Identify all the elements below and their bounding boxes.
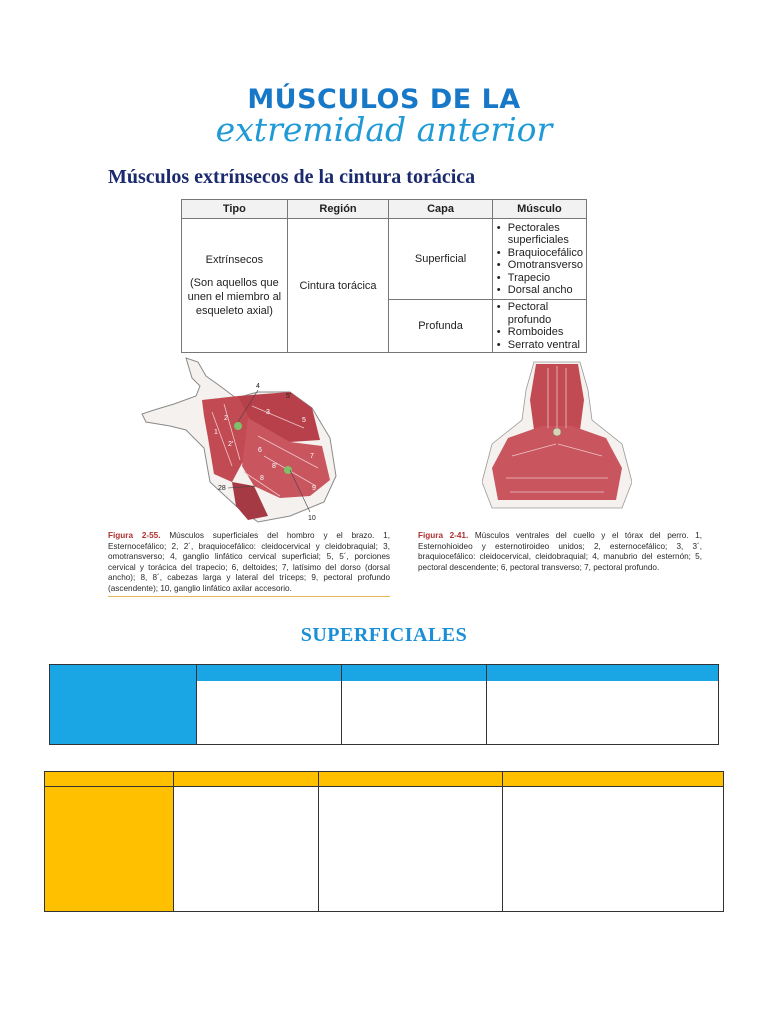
yellow-header-bar [45,772,723,787]
tipo-description: (Son aquellos que unen el miembro al esqueleto axial) [187,277,282,317]
table-cell [318,772,319,911]
ventral-pectoral-muscles [492,426,622,500]
figure-label: 4 [256,383,260,390]
table-cell [502,772,503,911]
header-region: Región [287,200,389,219]
figure-label: 28 [218,485,226,492]
section-title: Músculos extrínsecos de la cintura torácica [108,166,476,188]
list-item: • Dorsal ancho [497,284,583,297]
region-cell: Cintura torácica [287,219,389,353]
caption-text: Músculos superficiales del hombro y el brazo. 1, Esternocefálico; 2, 2´, braquiocefálico: cleidocervical y cleidobraquial; 3, omotransverso; 4, ganglio linfático cervical superficial; 5, 5´, porciones cervical y torácica del trapecio; 6, deltoides; 7, latísimo del dorso (dorsal ancho); 8, 8´, cabezas larga y lateral del tríceps; 9, pectoral profundo (ascendente); 10, ganglio linfático axilar accesorio. [108,531,390,593]
lymph-node-axillary [284,466,292,474]
table-cell [341,665,342,744]
header-tipo: Tipo [182,200,288,219]
header-musculo: Músculo [492,200,586,219]
figure-label: 7 [310,453,314,460]
caption-label: Figura 2-55. [108,531,161,540]
table-cell [173,772,174,911]
list-item: • Serrato ventral [497,339,583,352]
dog-shoulder-lateral-illustration [140,356,340,524]
sternum-manubrium [553,428,561,436]
table-cell [196,665,197,744]
blue-first-column [50,665,196,744]
table-header-row [182,200,587,219]
caption-label: Figura 2-41. [418,531,469,540]
list-item: • Omotransverso [497,259,583,272]
list-item: • Trapecio [497,272,583,285]
figure-label: 1 [214,429,218,436]
musculos-superficial-list [497,222,583,297]
table-cell [486,665,487,744]
superficiales-table-blue [49,664,719,745]
tipo-cell [182,219,288,353]
figure-label: 3 [266,409,270,416]
musculos-superficial-cell [492,219,586,300]
page-title: MÚSCULOS DE LA [247,84,521,115]
figure-caption-right [418,531,702,573]
figure-label: 5 [302,417,306,424]
musculos-profunda-cell [492,300,586,353]
tipo-name: Extrínsecos [205,254,264,266]
figure-label: 8' [272,463,278,470]
superficiales-heading: SUPERFICIALES [300,624,468,646]
extrinsic-muscles-table [181,199,587,353]
figure-label: 8 [260,475,264,482]
capa-profunda: Profunda [389,300,492,353]
table-row [182,219,587,300]
figure-caption-left [108,531,390,597]
figure-label: 6 [258,447,262,454]
list-item: • Romboides [497,326,583,339]
figure-label: 9 [312,485,316,492]
figure-label: 2 [224,415,228,422]
yellow-first-column [45,787,173,911]
list-item: • Pectorales superficiales [497,222,583,247]
header-capa: Capa [389,200,492,219]
musculos-profunda-list [497,301,583,351]
figure-label: 5' [286,393,292,400]
figure-label: 2' [228,441,234,448]
list-item: • Braquiocefálico [497,247,583,260]
dog-neck-ventral-illustration [482,360,632,510]
caption-text: Músculos ventrales del cuello y el tórax del perro. 1, Esternohioideo y esternotiroideo unidos; 2, esternocefálico; 3, 3´, braquiocefálico: cleidocervical, cleidobraquial; 4, manubrio del esternón; 5, pectoral descendente; 6, pectoral transverso; 7, pectoral profundo. [418,531,702,572]
capa-superficial: Superficial [389,219,492,300]
figure-label: 10 [308,515,316,522]
lymph-node-cervical [234,422,242,430]
list-item: • Pectoral profundo [497,301,583,326]
superficiales-table-yellow [44,771,724,912]
page-subtitle: extremidad anterior [215,110,553,149]
